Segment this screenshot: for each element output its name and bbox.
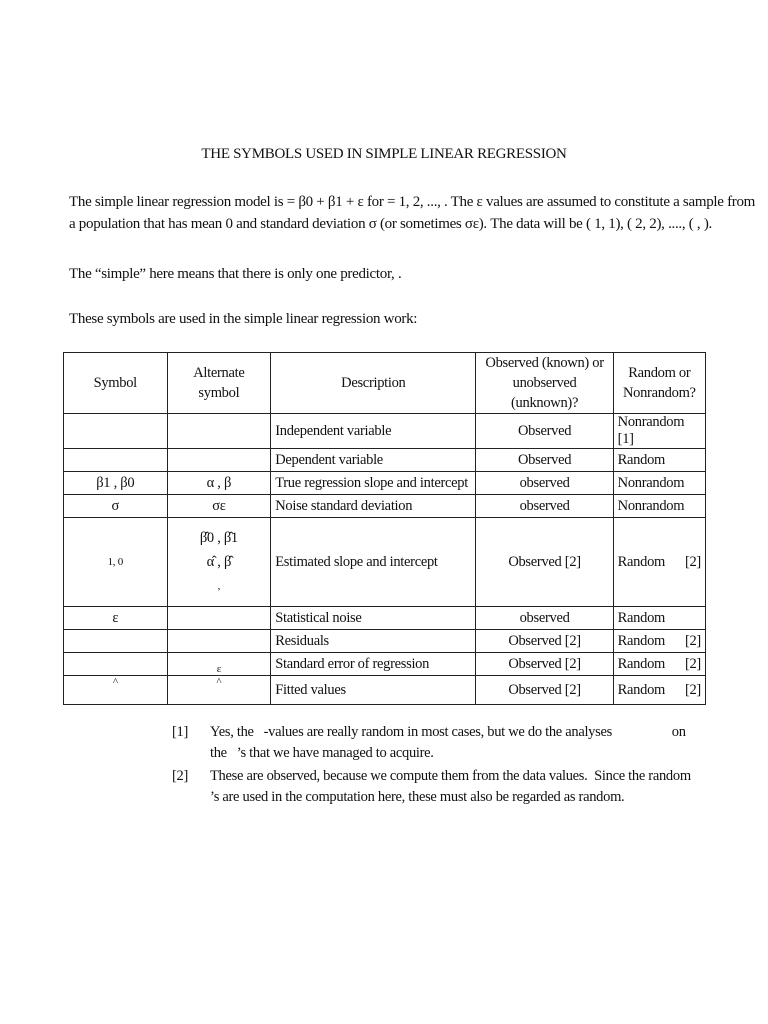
cell-random: Random [2] [613, 653, 705, 676]
cell-random: Random [613, 607, 705, 630]
footnote-2-text: These are observed, because we compute them from the data values. Since the random ’s are used in the computation here, these must also be regarded as random. [210, 768, 705, 805]
cell-symbol: ^ [64, 676, 168, 705]
cell-observed: Observed [2] [476, 676, 613, 705]
cell-description: Independent variable [271, 414, 476, 449]
cell-observed: observed [476, 495, 613, 518]
footnotes [172, 722, 705, 810]
cell-alternate: ^ [167, 676, 271, 705]
model-paragraph [69, 191, 756, 235]
simple-note-paragraph: The “simple” here means that there is only one predictor, . [69, 266, 402, 282]
cell-random: Random [2] [613, 676, 705, 705]
cell-observed: Observed [476, 414, 613, 449]
cell-symbol [64, 653, 168, 676]
cell-random: Random [2] [613, 630, 705, 653]
document-title: THE SYMBOLS USED IN SIMPLE LINEAR REGRESSION [201, 146, 567, 162]
header-random-line-1: Random or [628, 365, 691, 381]
cell-alternate: α , β [167, 472, 271, 495]
cell-description: Residuals [271, 630, 476, 653]
cell-observed: Observed [2] [476, 518, 613, 607]
cell-alternate [167, 414, 271, 449]
cell-random: Nonrandom [1] [613, 414, 705, 449]
model-paragraph-line-2: a population that has mean 0 and standard deviation σ (or sometimes σε). The data will be ( 1, 1), ( 2, 2), ...., ( , ). [69, 216, 712, 232]
cell-observed: observed [476, 607, 613, 630]
cell-observed: Observed [2] [476, 653, 613, 676]
cell-description: Noise standard deviation [271, 495, 476, 518]
cell-observed: Observed [476, 449, 613, 472]
footnote-2-mark: [2] [172, 768, 189, 784]
cell-alternate-line-1: β̂0 , β̂1 [199, 530, 238, 546]
cell-symbol: ε [64, 607, 168, 630]
table-row [64, 472, 706, 495]
table-row [64, 676, 706, 705]
model-paragraph-line-1: The simple linear regression model is = β0 + β1 + ε for = 1, 2, ..., . The ε values are assumed to constitute a sample from [69, 194, 756, 210]
symbols-intro-paragraph: These symbols are used in the simple linear regression work: [69, 311, 418, 327]
cell-random: Nonrandom [613, 495, 705, 518]
table-row [64, 495, 706, 518]
header-symbol: Symbol [64, 353, 168, 414]
cell-alternate: σε [167, 495, 271, 518]
cell-alternate-line-2: α̂ , β̂ [206, 554, 232, 570]
cell-alternate [167, 630, 271, 653]
cell-symbol [64, 630, 168, 653]
cell-symbol [64, 414, 168, 449]
table-header-row [64, 353, 706, 414]
cell-observed: Observed [2] [476, 630, 613, 653]
footnote-1 [172, 722, 702, 764]
cell-description: Statistical noise [271, 607, 476, 630]
cell-symbol: 1, 0 [64, 518, 168, 607]
header-random [613, 353, 705, 414]
cell-description: Standard error of regression [271, 653, 476, 676]
cell-description: Estimated slope and intercept [271, 518, 476, 607]
cell-observed: observed [476, 472, 613, 495]
table-row [64, 630, 706, 653]
header-observed-line-1: Observed (known) or [485, 355, 604, 371]
header-alternate: Alternate symbol [167, 353, 271, 414]
footnote-1-mark: [1] [172, 724, 189, 740]
table-row [64, 653, 706, 676]
table-row [64, 414, 706, 449]
cell-alternate [167, 607, 271, 630]
footnote-1-text: Yes, the -values are really random in most cases, but we do the analyses on the ’s that we have managed to acquire. [210, 724, 690, 761]
cell-symbol [64, 449, 168, 472]
header-observed [476, 353, 613, 414]
header-description: Description [271, 353, 476, 414]
symbols-table [63, 352, 706, 705]
cell-description: Dependent variable [271, 449, 476, 472]
cell-random: Random [613, 449, 705, 472]
cell-description: True regression slope and intercept [271, 472, 476, 495]
cell-alternate [167, 449, 271, 472]
cell-description: Fitted values [271, 676, 476, 705]
cell-symbol: σ [64, 495, 168, 518]
header-observed-line-2: unobserved (unknown)? [511, 375, 579, 411]
cell-alternate [167, 518, 271, 607]
table-row [64, 449, 706, 472]
header-random-line-2: Nonrandom? [622, 385, 696, 401]
footnote-2 [172, 766, 705, 808]
table-row [64, 607, 706, 630]
table-row [64, 518, 706, 607]
cell-random: Random [2] [613, 518, 705, 607]
cell-alternate: ε [167, 653, 271, 676]
cell-symbol: β1 , β0 [64, 472, 168, 495]
cell-random: Nonrandom [613, 472, 705, 495]
cell-alternate-line-3: , [217, 580, 221, 592]
